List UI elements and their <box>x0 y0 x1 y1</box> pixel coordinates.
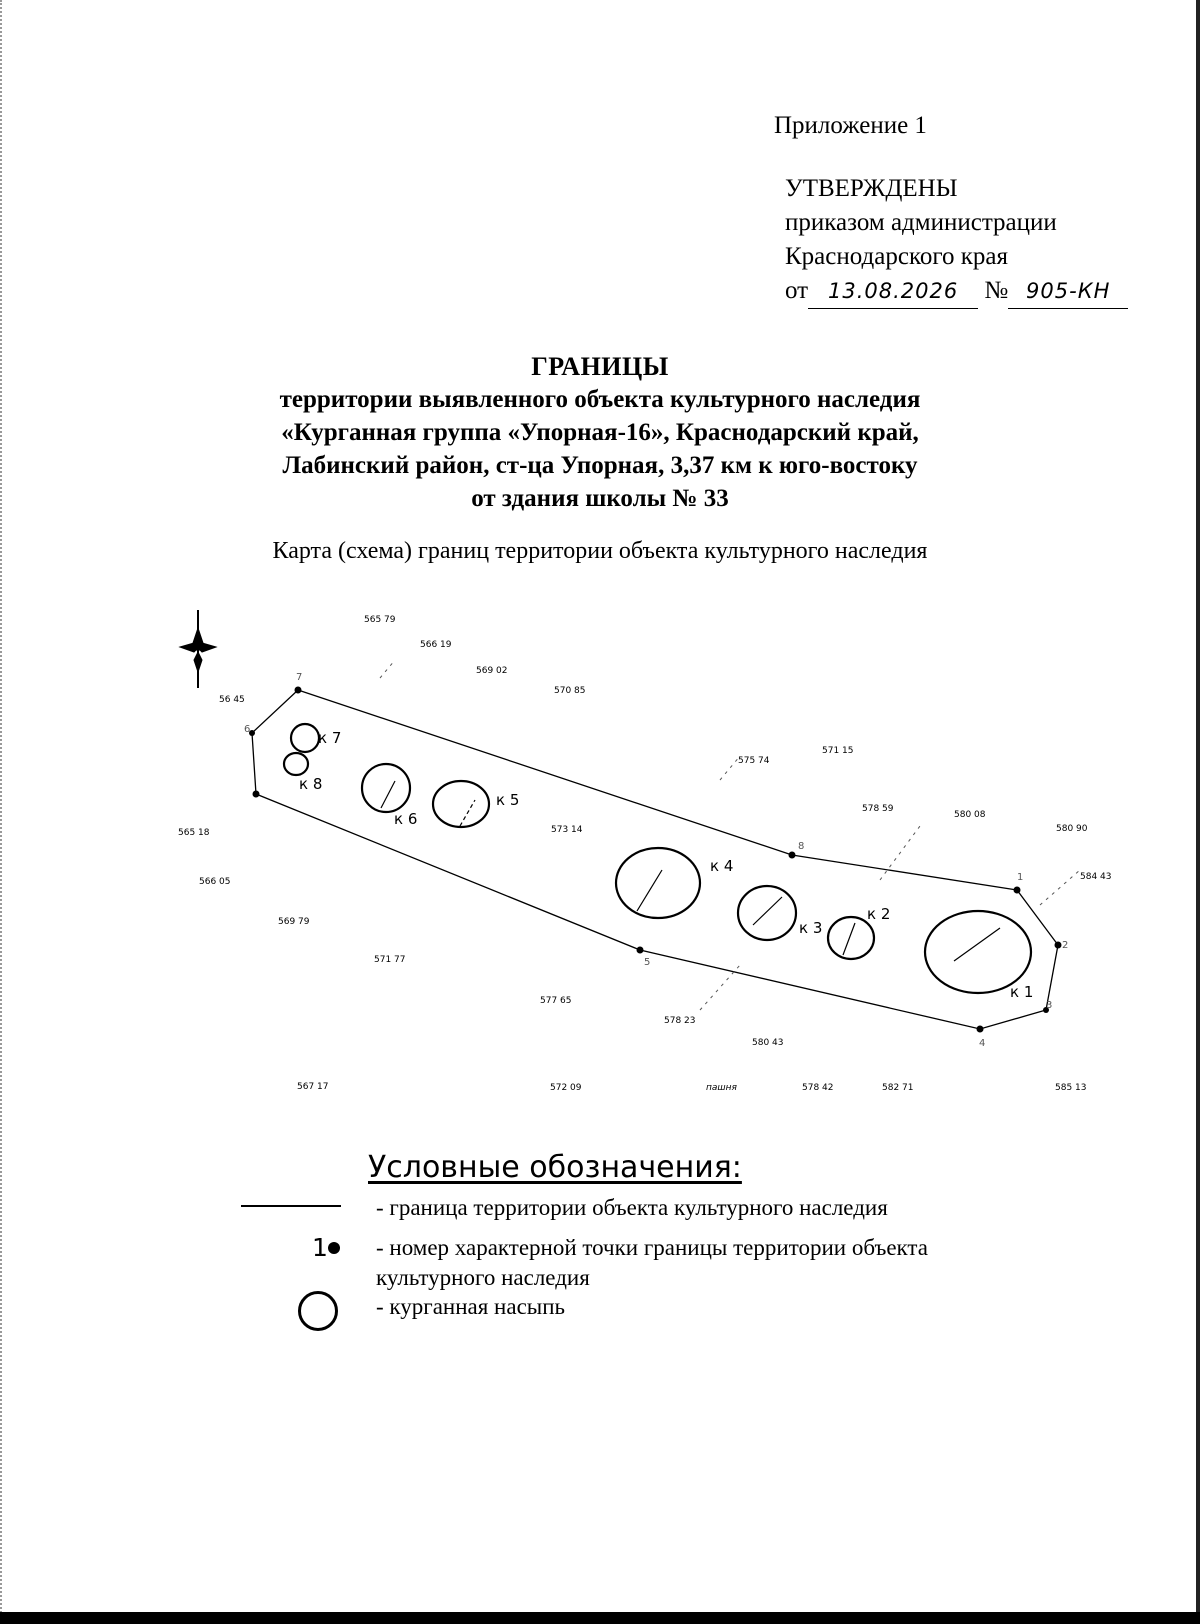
elevation-label: 578 42 <box>802 1083 834 1093</box>
mound-label-k4: к 4 <box>710 857 734 875</box>
elevation-labels <box>178 615 1112 1093</box>
elevation-label: 565 18 <box>178 828 210 838</box>
mound-circle-icon <box>298 1291 338 1331</box>
north-arrow-icon <box>180 610 216 688</box>
annex-label: Приложение 1 <box>774 112 927 139</box>
elevation-label: 571 77 <box>374 955 406 965</box>
title-main: ГРАНИЦЫ <box>531 352 669 381</box>
mound-k3 <box>738 886 822 940</box>
legend-point-text-1: - номер характерной точки границы территории объекта <box>376 1235 928 1260</box>
mound-label-k7: к 7 <box>318 729 342 747</box>
elevation-label: 575 74 <box>738 756 770 766</box>
approved-label: УТВЕРЖДЕНЫ <box>785 175 958 202</box>
mound-k2 <box>828 905 890 959</box>
elevation-label: 569 02 <box>476 666 508 676</box>
mound-k4 <box>616 848 733 918</box>
mound-label-k3: к 3 <box>799 919 823 937</box>
elevation-label: 566 19 <box>420 640 452 650</box>
legend-boundary-line <box>241 1205 341 1207</box>
mound-k6 <box>362 764 417 828</box>
elevation-label: 584 43 <box>1080 872 1112 882</box>
mound-label-k1: к 1 <box>1010 983 1034 1001</box>
order-line-1: приказом администрации <box>785 209 1057 236</box>
field-label: пашня <box>706 1083 737 1093</box>
date-prefix: от <box>785 277 809 304</box>
mound-label-k5: к 5 <box>496 791 520 809</box>
scan-edge-bottom <box>0 1612 1200 1624</box>
elevation-label: 577 65 <box>540 996 572 1006</box>
legend-point-number: 1 <box>312 1233 328 1262</box>
elevation-label: 565 79 <box>364 615 396 625</box>
number-prefix: № <box>984 277 1009 304</box>
grid-lines <box>380 660 1080 1010</box>
point-label-2: 2 <box>1062 940 1069 951</box>
point-dot-icon <box>328 1242 340 1254</box>
handwritten-date: 13.08.2026 <box>808 274 978 309</box>
elevation-label: 580 08 <box>954 810 986 820</box>
title-line-2: «Курганная группа «Упорная-16», Краснодарский край, <box>281 419 919 446</box>
mound-label-k8: к 8 <box>299 775 323 793</box>
elevation-label: 567 17 <box>297 1082 329 1092</box>
elevation-label: 580 90 <box>1056 824 1088 834</box>
elevation-label: 573 14 <box>551 825 583 835</box>
legend-point-text-2: культурного наследия <box>376 1265 590 1290</box>
mound-label-k6: к 6 <box>394 810 418 828</box>
elevation-label: 578 59 <box>862 804 894 814</box>
title-line-3: Лабинский район, ст-ца Упорная, 3,37 км к юго-востоку <box>282 452 918 479</box>
elevation-label: 582 71 <box>882 1083 914 1093</box>
elevation-label: 569 79 <box>278 917 310 927</box>
legend-title: Условные обозначения: <box>368 1150 742 1185</box>
scan-edge-left <box>0 0 4 1624</box>
point-label-6: 6 <box>244 724 251 735</box>
point-label-3: 3 <box>1046 1000 1053 1011</box>
title-line-1: территории выявленного объекта культурного наследия <box>279 386 921 413</box>
elevation-label: 570 85 <box>554 686 586 696</box>
point-label-1: 1 <box>1017 872 1024 883</box>
order-line-2: Краснодарского края <box>785 243 1008 270</box>
mound-k8 <box>284 753 322 793</box>
scan-edge-right <box>1196 0 1200 1624</box>
map-caption: Карта (схема) границ территории объекта культурного наследия <box>272 538 928 564</box>
mound-label-k2: к 2 <box>867 905 891 923</box>
handwritten-number: 905-КН <box>1008 274 1128 309</box>
elevation-label: 56 45 <box>219 695 245 705</box>
mound-k5 <box>433 781 519 827</box>
point-label-5: 5 <box>644 957 651 968</box>
point-label-8: 8 <box>798 841 805 852</box>
point-label-7: 7 <box>296 672 303 683</box>
mound-k7 <box>291 724 341 752</box>
legend-boundary-text: - граница территории объекта культурного наследия <box>376 1195 888 1220</box>
elevation-label: 585 13 <box>1055 1083 1087 1093</box>
legend-mound-text: - курганная насыпь <box>376 1294 566 1319</box>
elevation-label: 566 05 <box>199 877 231 887</box>
elevation-label: 578 23 <box>664 1016 696 1026</box>
boundary-point-labels <box>244 672 1068 1049</box>
point-label-4: 4 <box>979 1038 986 1049</box>
title-line-4: от здания школы № 33 <box>471 485 729 512</box>
mound-k1 <box>925 911 1033 1001</box>
elevation-label: 571 15 <box>822 746 854 756</box>
elevation-label: 580 43 <box>752 1038 784 1048</box>
elevation-label: 572 09 <box>550 1083 582 1093</box>
